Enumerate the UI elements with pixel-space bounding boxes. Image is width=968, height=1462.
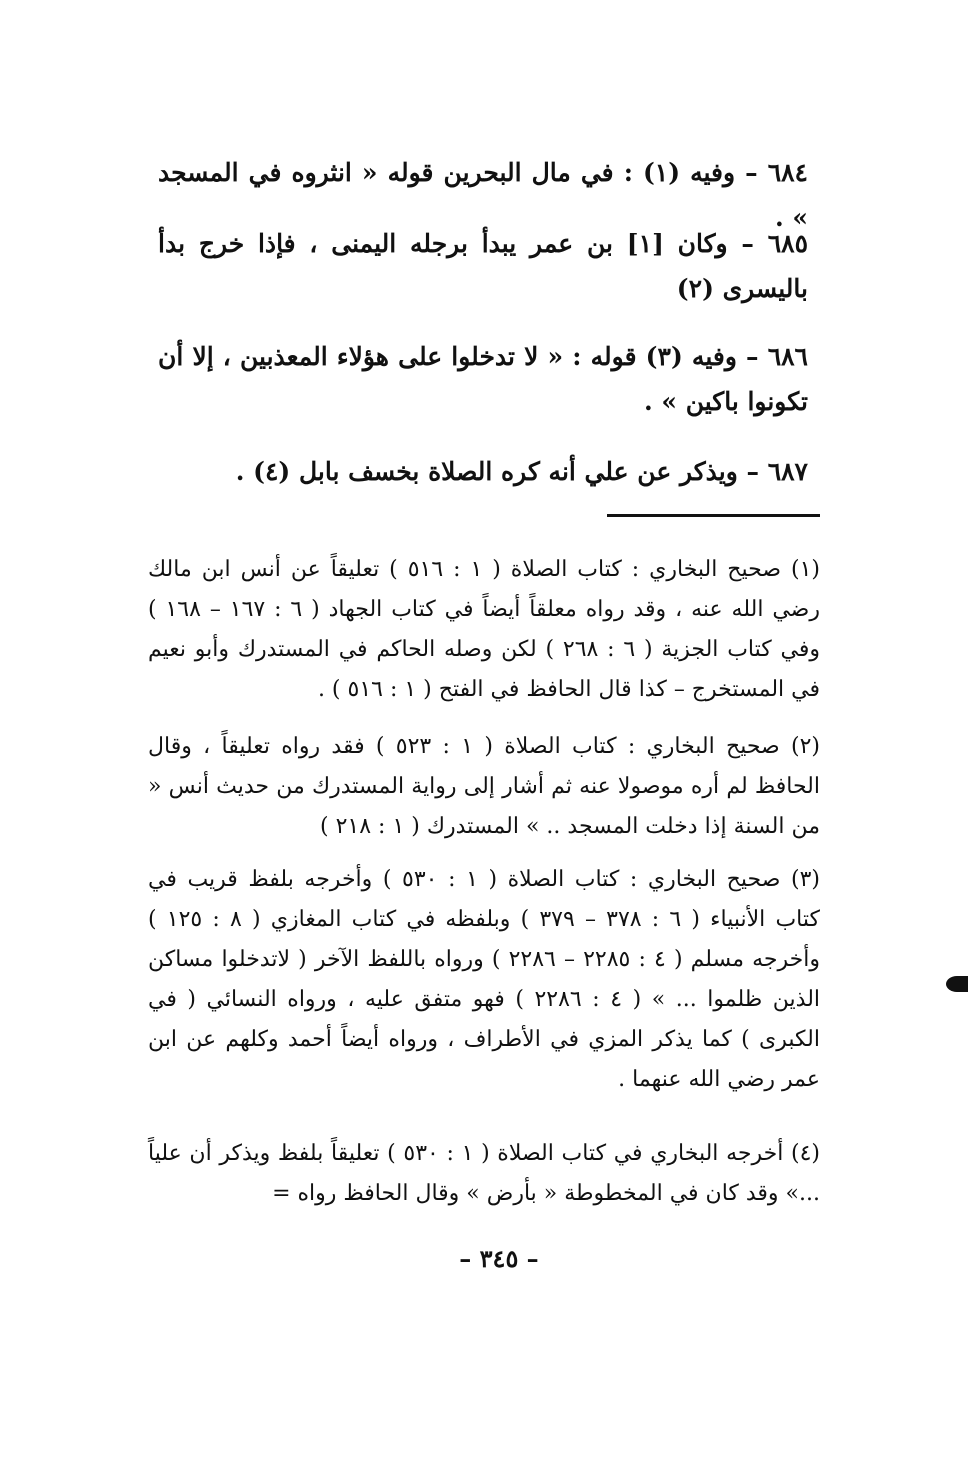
footnote-3: (٣) صحيح البخاري : كتاب الصلاة ( ١ : ٥٣٠ ) وأخرجه بلفظ قريب في كتاب الأنبياء ( ٦ : ٣٧٨ – ٣٧٩ ) وبلفظه في كتاب المغازي ( ٨ : ١٢٥ ) وأخرجه مسلم ( ٤ : ٢٢٨٥ – ٢٢٨٦ ) ورواه باللفظ الآخر ( لاتدخلوا مساكن الذين ظلموا ... » ( ٤ : ٢٢٨٦ ) فهو متفق عليه ، ورواه النسائي ( في الكبرى ) كما يذكر المزي في الأطراف ، ورواه أيضاً أحمد وكلهم عن ابن عمر رضي الله عنهما .: [148, 867, 821, 1092]
hadith-entry-687: ٦٨٧ – ويذكر عن علي أنه كره الصلاة بخسف بابل (٤) .: [235, 457, 808, 486]
footnote-4: (٤) أخرجه البخاري في كتاب الصلاة ( ١ : ٥٣٠ ) تعليقاً بلفظ ويذكر أن علياً ...» وقد كان في المخطوطة « بأرض » وقال الحافظ رواه =: [148, 1141, 820, 1206]
footnote-1: (١) صحيح البخاري : كتاب الصلاة ( ١ : ٥١٦ ) تعليقاً عن أنس ابن مالك رضي الله عنه ، وقد رواه معلقاً أيضاً في كتاب الجهاد ( ٦ : ١٦٧ – ١٦٨ ) وفي كتاب الجزية ( ٦ : ٢٦٨ ) لكن وصله الحاكم في المستدرك وأبو نعيم في المستخرج – كذا قال الحافظ في الفتح ( ١ : ٥١٦ ) .: [148, 557, 820, 702]
margin-ink-mark: [946, 976, 968, 992]
hadith-entry-685: ٦٨٥ – وكان [١] بن عمر يبدأ برجله اليمنى ، فإذا خرج بدأ باليسرى (٢): [158, 229, 809, 303]
footnote-2: (٢) صحيح البخاري : كتاب الصلاة ( ١ : ٥٢٣ ) فقد رواه تعليقاً ، وقال الحافظ لم أره موصولا عنه ثم أشار إلى رواية المستدرك من حديث أنس « من السنة إذا دخلت المسجد .. » المستدرك ( ١ : ٢١٨ ): [148, 734, 821, 839]
page-number: – ٣٤٥ –: [459, 1244, 539, 1273]
hadith-entry-686: ٦٨٦ – وفيه (٣) قوله : « لا تدخلوا على هؤلاء المعذبين ، إلا أن تكونوا باكين » .: [158, 342, 808, 416]
hadith-entry-684: ٦٨٤ – وفيه (١) : في مال البحرين قوله « انثروه في المسجد » .: [158, 158, 808, 232]
footnote-divider: [607, 514, 820, 517]
